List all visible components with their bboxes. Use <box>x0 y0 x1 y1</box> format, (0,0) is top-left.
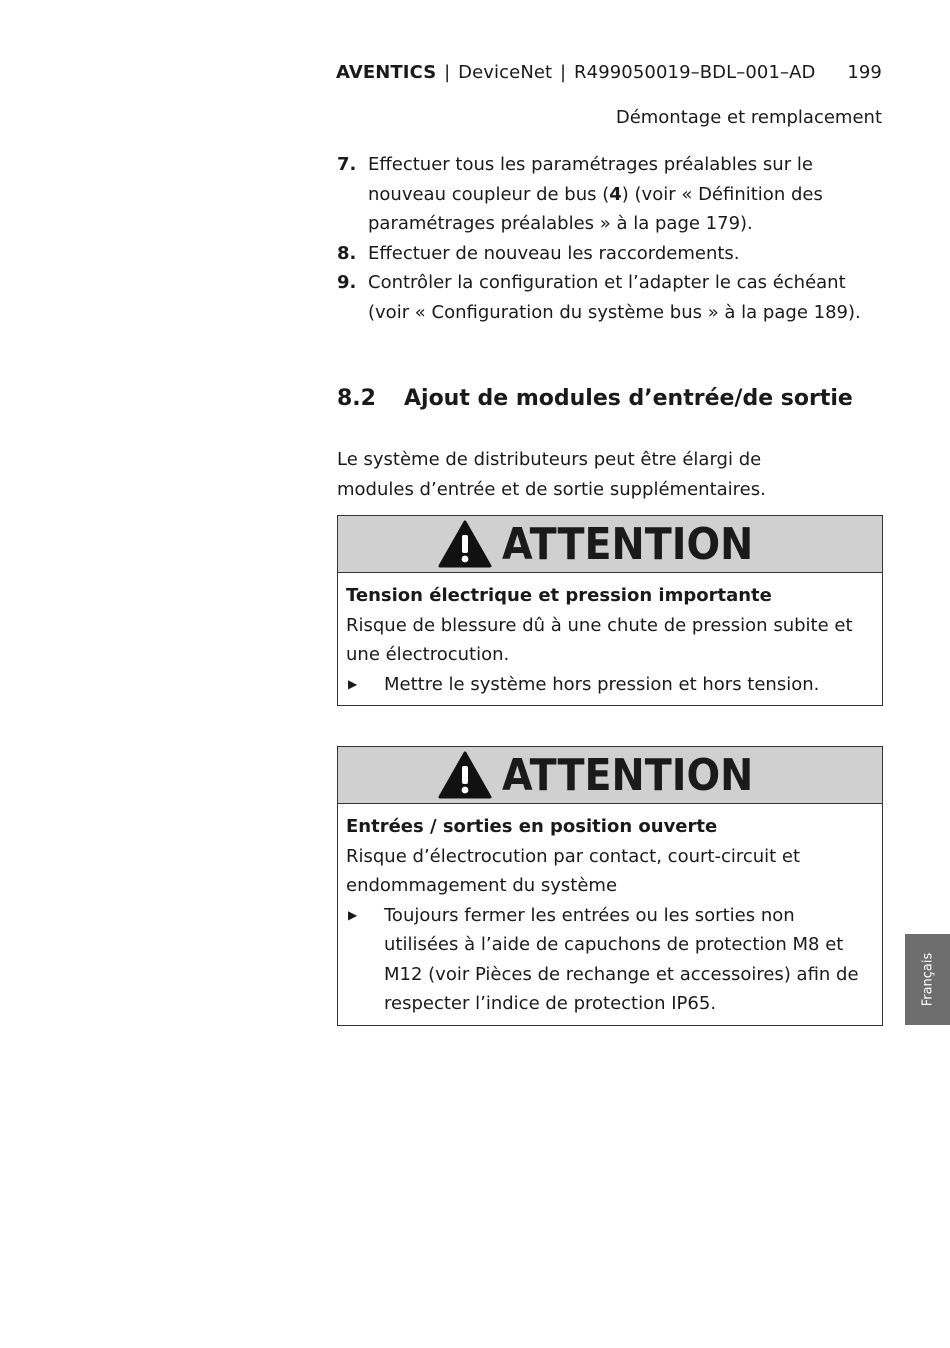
header-separator: | <box>560 62 567 83</box>
warning-title: ATTENTION <box>502 749 754 801</box>
warning-box <box>337 515 883 706</box>
bullet-arrow-icon: ▶ <box>348 907 358 922</box>
warning-header <box>338 747 882 804</box>
list-item <box>337 150 883 239</box>
section-number: 8.2 <box>337 386 376 411</box>
list-item <box>337 268 883 327</box>
warning-subtitle: Tension électrique et pression importante <box>346 585 772 606</box>
warning-text: Risque d’électrocution par contact, court-circuit et endommagement du système <box>346 845 801 896</box>
section-heading <box>337 386 883 411</box>
bullet-arrow-icon: ▶ <box>348 676 358 691</box>
step-number: 8. <box>337 242 357 264</box>
language-tab-label: Français <box>920 952 935 1007</box>
brand-name: AVENTICS <box>336 62 437 83</box>
warning-triangle-icon <box>438 520 492 568</box>
step-number: 9. <box>337 272 357 293</box>
warning-action <box>346 901 874 1019</box>
section-intro: Le système de distributeurs peut être élargi de modules d’entrée et de sortie supplémentaires. <box>337 449 766 500</box>
warning-body <box>338 804 882 1025</box>
header-separator: | <box>444 62 451 83</box>
warning-title: ATTENTION <box>502 518 754 570</box>
step-number: 7. <box>337 154 357 175</box>
section-title: Ajout de modules d’entrée/de sortie <box>404 386 853 411</box>
document-code: R499050019–BDL–001–AD <box>574 62 816 83</box>
language-tab <box>905 934 950 1025</box>
callout-number: 4 <box>609 183 622 205</box>
running-header <box>336 62 882 83</box>
page-number: 199 <box>847 62 882 83</box>
warning-body <box>338 573 882 705</box>
warning-header <box>338 516 882 573</box>
chapter-title: Démontage et remplacement <box>615 107 882 128</box>
warning-subtitle: Entrées / sorties en position ouverte <box>346 816 718 837</box>
step-text: Effectuer de nouveau les raccordements. <box>368 242 740 264</box>
step-text: Contrôler la configuration et l’adapter le cas échéant (voir « Configuration du système bus » à la page 189). <box>368 272 861 323</box>
warning-text: Risque de blessure dû à une chute de pression subite et une électrocution. <box>346 614 853 665</box>
step-text: Effectuer tous les paramétrages préalables sur le nouveau coupleur de bus (4) (voir « Définition des paramétrages préalables » à la page 179). <box>368 154 823 234</box>
warning-box <box>337 746 883 1026</box>
warning-action-text: Toujours fermer les entrées ou les sorties non utilisées à l’aide de capuchons de protection M8 et M12 (voir Pièces de rechange et accessoires) afin de respecter l’indice de protection IP65. <box>384 904 859 1014</box>
product-name: DeviceNet <box>458 62 553 83</box>
steps-list <box>337 150 883 327</box>
warning-triangle-icon <box>438 751 492 799</box>
warning-action-text: Mettre le système hors pression et hors tension. <box>384 673 820 695</box>
warning-action <box>346 670 874 700</box>
list-item <box>337 239 883 269</box>
